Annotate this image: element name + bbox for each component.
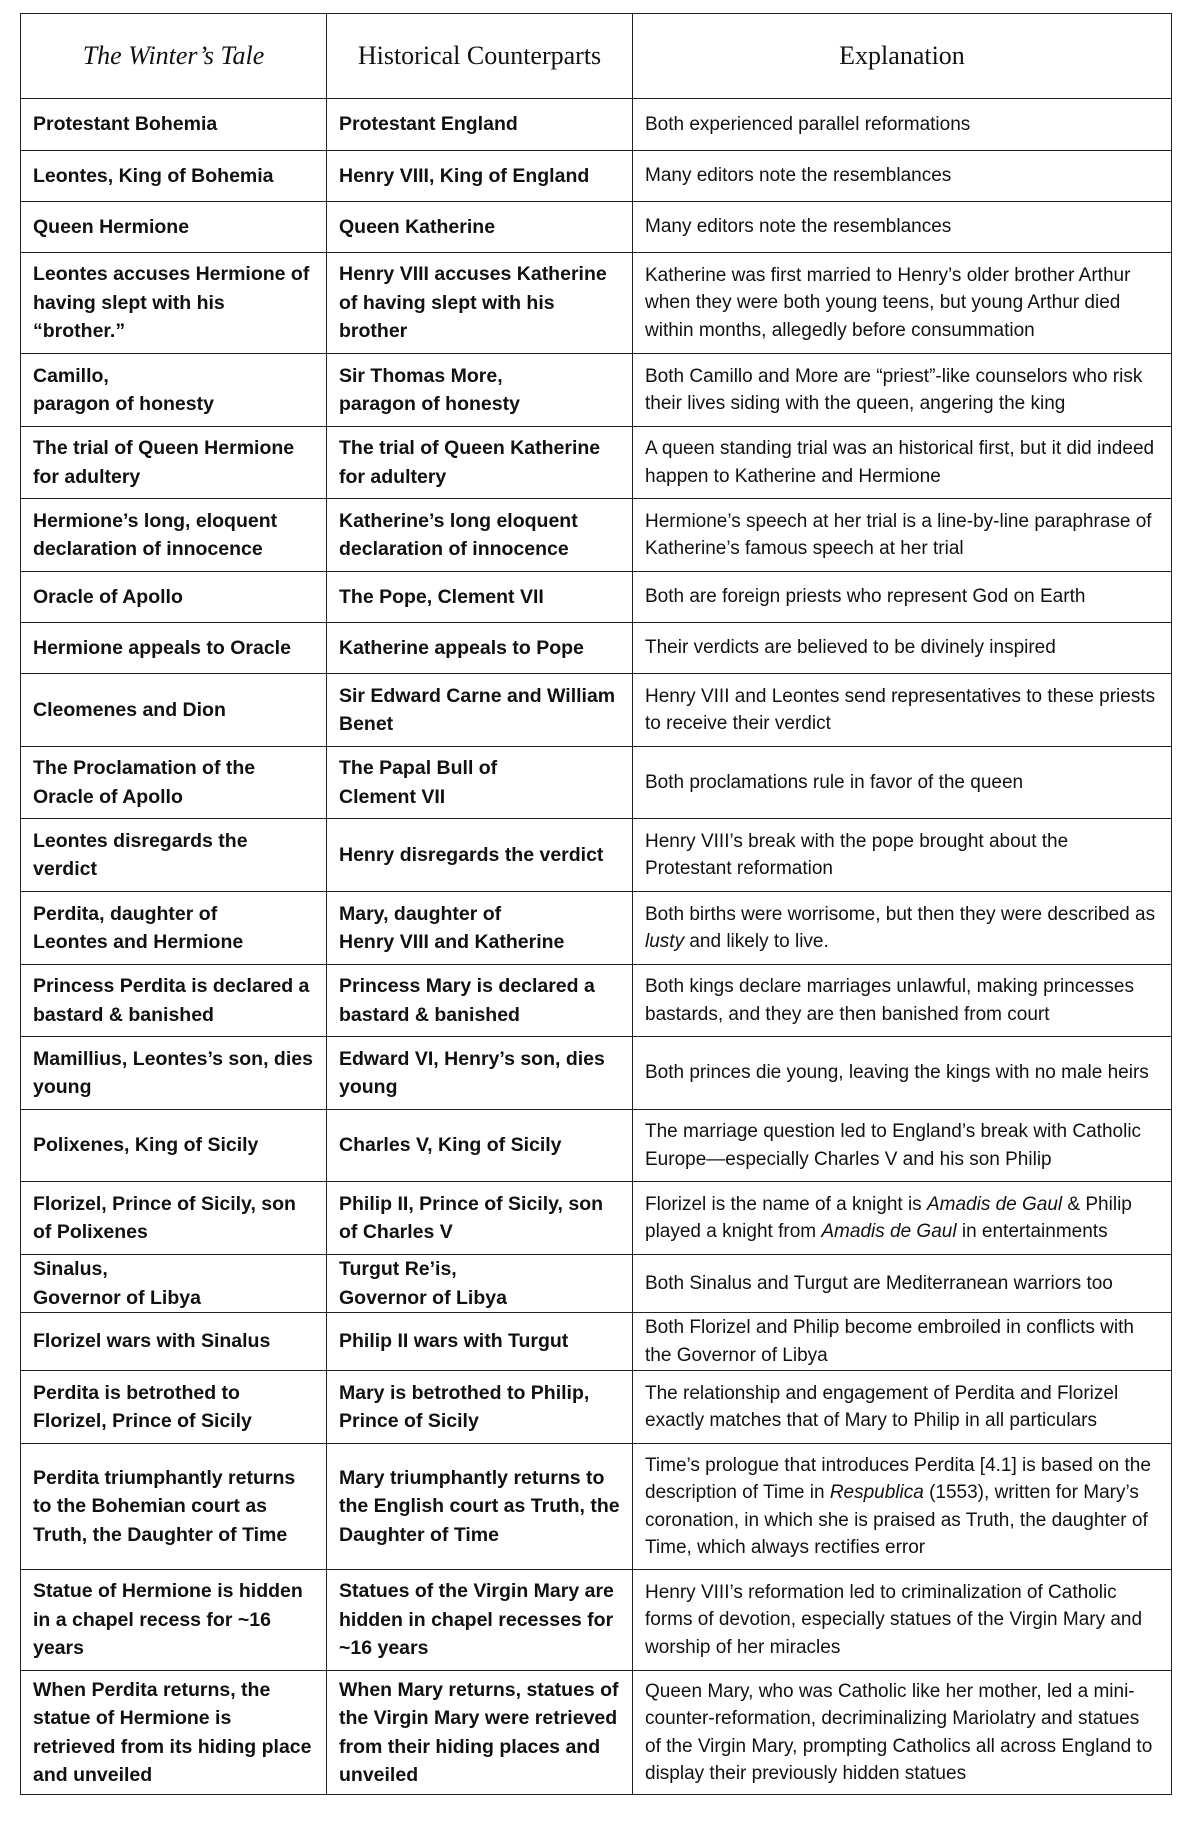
cell-explanation: Both Sinalus and Turgut are Mediterranean warriors too bbox=[633, 1255, 1172, 1313]
cell-explanation: Henry VIII’s reformation led to criminalization of Catholic forms of devotion, especially statues of the Virgin Mary and worship of her miracles bbox=[633, 1570, 1172, 1671]
cell-play: The trial of Queen Hermione for adultery bbox=[21, 427, 327, 499]
cell-explanation: A queen standing trial was an historical first, but it did indeed happen to Katherine and Hermione bbox=[633, 427, 1172, 499]
table-body bbox=[21, 99, 1172, 1795]
table-row bbox=[21, 1570, 1172, 1671]
cell-play: Mamillius, Leontes’s son, dies young bbox=[21, 1037, 327, 1110]
cell-explanation: Both births were worrisome, but then they were described as lusty and likely to live. bbox=[633, 892, 1172, 965]
cell-explanation: Their verdicts are believed to be divinely inspired bbox=[633, 623, 1172, 674]
table-row bbox=[21, 1313, 1172, 1371]
cell-historical: The trial of Queen Katherine for adultery bbox=[327, 427, 633, 499]
table-row bbox=[21, 892, 1172, 965]
cell-explanation: The marriage question led to England’s break with Catholic Europe—especially Charles V and his son Philip bbox=[633, 1110, 1172, 1182]
cell-explanation: Both kings declare marriages unlawful, making princesses bastards, and they are then banished from court bbox=[633, 965, 1172, 1037]
cell-play: Hermione appeals to Oracle bbox=[21, 623, 327, 674]
cell-historical: Henry VIII accuses Katherine of having slept with his brother bbox=[327, 253, 633, 354]
cell-explanation: Henry VIII’s break with the pope brought about the Protestant reformation bbox=[633, 819, 1172, 892]
cell-play: Queen Hermione bbox=[21, 202, 327, 253]
cell-play: Camillo, paragon of honesty bbox=[21, 354, 327, 427]
table-row bbox=[21, 151, 1172, 202]
cell-explanation: Both Camillo and More are “priest”-like counselors who risk their lives siding with the queen, angering the king bbox=[633, 354, 1172, 427]
table-row bbox=[21, 253, 1172, 354]
cell-play: Sinalus, Governor of Libya bbox=[21, 1255, 327, 1313]
cell-explanation: The relationship and engagement of Perdita and Florizel exactly matches that of Mary to Philip in all particulars bbox=[633, 1371, 1172, 1444]
cell-play: Florizel, Prince of Sicily, son of Polixenes bbox=[21, 1182, 327, 1255]
cell-explanation: Many editors note the resemblances bbox=[633, 202, 1172, 253]
cell-explanation: Katherine was first married to Henry’s older brother Arthur when they were both young teens, but young Arthur died within months, allegedly before consummation bbox=[633, 253, 1172, 354]
cell-play: Protestant Bohemia bbox=[21, 99, 327, 151]
cell-play: Cleomenes and Dion bbox=[21, 674, 327, 747]
table-row bbox=[21, 1255, 1172, 1313]
cell-play: Perdita is betrothed to Florizel, Prince of Sicily bbox=[21, 1371, 327, 1444]
table-row bbox=[21, 623, 1172, 674]
cell-explanation: Both Florizel and Philip become embroiled in conflicts with the Governor of Libya bbox=[633, 1313, 1172, 1371]
cell-explanation: Hermione’s speech at her trial is a line-by-line paraphrase of Katherine’s famous speech at her trial bbox=[633, 499, 1172, 572]
cell-play: Florizel wars with Sinalus bbox=[21, 1313, 327, 1371]
cell-play: Oracle of Apollo bbox=[21, 572, 327, 623]
table-row bbox=[21, 1110, 1172, 1182]
header-explanation: Explanation bbox=[633, 14, 1172, 99]
cell-historical: Queen Katherine bbox=[327, 202, 633, 253]
table-row bbox=[21, 427, 1172, 499]
table-header bbox=[21, 14, 1172, 99]
cell-explanation: Both are foreign priests who represent God on Earth bbox=[633, 572, 1172, 623]
cell-play: Leontes accuses Hermione of having slept with his “brother.” bbox=[21, 253, 327, 354]
cell-historical: The Papal Bull of Clement VII bbox=[327, 747, 633, 819]
table-row bbox=[21, 1182, 1172, 1255]
cell-historical: Philip II wars with Turgut bbox=[327, 1313, 633, 1371]
cell-play: Leontes disregards the verdict bbox=[21, 819, 327, 892]
cell-play: The Proclamation of the Oracle of Apollo bbox=[21, 747, 327, 819]
cell-explanation: Time’s prologue that introduces Perdita [4.1] is based on the description of Time in Respublica (1553), written for Mary’s coronation, in which she is praised as Truth, the daughter of Time, which always rectifies error bbox=[633, 1444, 1172, 1570]
cell-historical: Sir Thomas More, paragon of honesty bbox=[327, 354, 633, 427]
cell-historical: Henry VIII, King of England bbox=[327, 151, 633, 202]
table-row bbox=[21, 819, 1172, 892]
cell-play: Perdita, daughter of Leontes and Hermione bbox=[21, 892, 327, 965]
table-row bbox=[21, 965, 1172, 1037]
cell-explanation: Both princes die young, leaving the kings with no male heirs bbox=[633, 1037, 1172, 1110]
cell-historical: Katherine’s long eloquent declaration of innocence bbox=[327, 499, 633, 572]
italic-title: Respublica bbox=[829, 1482, 924, 1503]
cell-play: Hermione’s long, eloquent declaration of innocence bbox=[21, 499, 327, 572]
cell-historical: Mary, daughter of Henry VIII and Katherine bbox=[327, 892, 633, 965]
table-row bbox=[21, 499, 1172, 572]
cell-explanation: Many editors note the resemblances bbox=[633, 151, 1172, 202]
italic-title: Amadis de Gaul bbox=[821, 1221, 957, 1242]
cell-play: Princess Perdita is declared a bastard & banished bbox=[21, 965, 327, 1037]
header-historical: Historical Counterparts bbox=[327, 14, 633, 99]
header-row bbox=[21, 14, 1172, 99]
cell-explanation: Florizel is the name of a knight is Amadis de Gaul & Philip played a knight from Amadis de Gaul in entertainments bbox=[633, 1182, 1172, 1255]
cell-historical: Edward VI, Henry’s son, dies young bbox=[327, 1037, 633, 1110]
cell-historical: When Mary returns, statues of the Virgin Mary were retrieved from their hiding places and unveiled bbox=[327, 1671, 633, 1795]
italic-title: lusty bbox=[645, 931, 685, 952]
table-row bbox=[21, 354, 1172, 427]
italic-title: Amadis de Gaul bbox=[926, 1193, 1063, 1215]
table-row bbox=[21, 202, 1172, 253]
cell-play: Polixenes, King of Sicily bbox=[21, 1110, 327, 1182]
cell-play: Leontes, King of Bohemia bbox=[21, 151, 327, 202]
cell-historical: Turgut Re’is, Governor of Libya bbox=[327, 1255, 633, 1313]
table-row bbox=[21, 572, 1172, 623]
cell-historical: Mary is betrothed to Philip, Prince of Sicily bbox=[327, 1371, 633, 1444]
cell-historical: Sir Edward Carne and William Benet bbox=[327, 674, 633, 747]
cell-historical: Charles V, King of Sicily bbox=[327, 1110, 633, 1182]
cell-historical: Henry disregards the verdict bbox=[327, 819, 633, 892]
cell-explanation: Queen Mary, who was Catholic like her mother, led a mini-counter-reformation, decriminalizing Mariolatry and statues of the Virgin Mary, prompting Catholics all across England to display their previously hidden statues bbox=[633, 1671, 1172, 1795]
cell-play: When Perdita returns, the statue of Hermione is retrieved from its hiding place and unveiled bbox=[21, 1671, 327, 1795]
table-row bbox=[21, 747, 1172, 819]
cell-explanation: Both experienced parallel reformations bbox=[633, 99, 1172, 151]
cell-explanation: Both proclamations rule in favor of the queen bbox=[633, 747, 1172, 819]
cell-play: Perdita triumphantly returns to the Bohemian court as Truth, the Daughter of Time bbox=[21, 1444, 327, 1570]
table-row bbox=[21, 1371, 1172, 1444]
cell-explanation: Henry VIII and Leontes send representatives to these priests to receive their verdict bbox=[633, 674, 1172, 747]
header-play: The Winter’s Tale bbox=[21, 14, 327, 99]
cell-historical: The Pope, Clement VII bbox=[327, 572, 633, 623]
cell-historical: Protestant England bbox=[327, 99, 633, 151]
comparison-table bbox=[20, 13, 1172, 1795]
cell-historical: Katherine appeals to Pope bbox=[327, 623, 633, 674]
cell-historical: Mary triumphantly returns to the English court as Truth, the Daughter of Time bbox=[327, 1444, 633, 1570]
table-row bbox=[21, 1037, 1172, 1110]
cell-historical: Philip II, Prince of Sicily, son of Charles V bbox=[327, 1182, 633, 1255]
cell-historical: Princess Mary is declared a bastard & banished bbox=[327, 965, 633, 1037]
table-row bbox=[21, 674, 1172, 747]
cell-historical: Statues of the Virgin Mary are hidden in chapel recesses for ~16 years bbox=[327, 1570, 633, 1671]
table-row bbox=[21, 99, 1172, 151]
cell-play: Statue of Hermione is hidden in a chapel recess for ~16 years bbox=[21, 1570, 327, 1671]
table-row bbox=[21, 1444, 1172, 1570]
table-row bbox=[21, 1671, 1172, 1795]
